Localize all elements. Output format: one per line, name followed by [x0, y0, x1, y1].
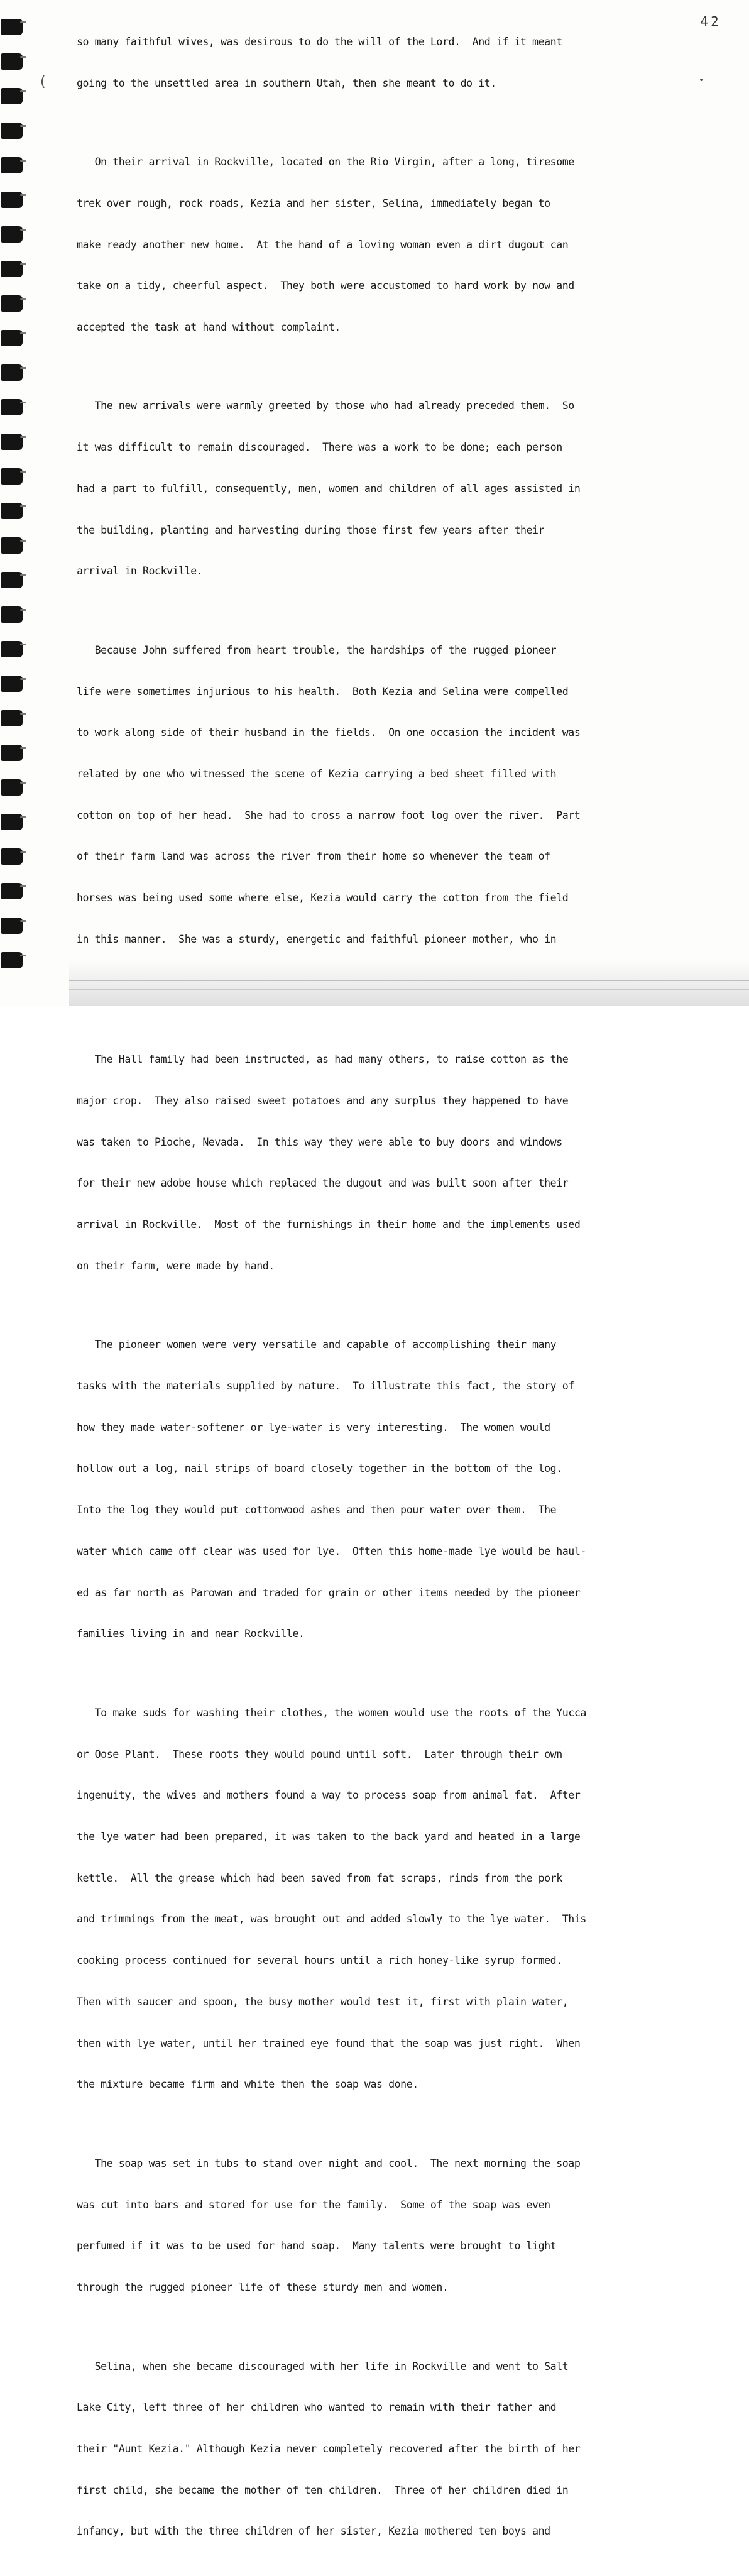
text-line: of their farm land was across the river from their home so whenever the team of [77, 850, 550, 863]
text-line: was cut into bars and stored for use for the family. Some of the soap was even [77, 2198, 550, 2211]
text-line: how they made water-softener or lye-water is very interesting. The women would [77, 1421, 550, 1433]
text-line: Selina, when she became discouraged with her life in Rockville and went to Salt [77, 2360, 569, 2372]
text-line: then with lye water, until her trained eye found that the soap was just right. When [77, 2037, 581, 2049]
text-line: families living in and near Rockville. [77, 1628, 305, 1640]
text-line: in this manner. She was a sturdy, energetic and faithful pioneer mother, who in [77, 933, 557, 945]
binding-ring [1, 503, 23, 519]
binding-ring [1, 295, 23, 312]
text-line: so many faithful wives, was desirous to do the will of the Lord. And if it meant [77, 35, 562, 48]
binding-ring [1, 330, 23, 346]
text-line: infancy, but with the three children of her sister, Kezia mothered ten boys and [77, 2525, 550, 2538]
binding-ring [1, 606, 23, 623]
text-line: the lye water had been prepared, it was taken to the back yard and heated in a large [77, 1831, 581, 1843]
text-line: The Hall family had been instructed, as had many others, to raise cotton as the [77, 1053, 569, 1066]
binding-ring [1, 918, 23, 934]
text-line: Into the log they would put cottonwood ashes and then pour water over them. The [77, 1504, 557, 1516]
binding-ring [1, 261, 23, 277]
binding-ring [1, 814, 23, 830]
text-line: cotton on top of her head. She had to cross a narrow foot log over the river. Part [77, 809, 581, 821]
text-line: make ready another new home. At the hand of a loving woman even a dirt dugout can [77, 238, 569, 251]
paragraph [77, 128, 689, 361]
text-line: trek over rough, rock roads, Kezia and her sister, Selina, immediately began to [77, 197, 550, 209]
text-line: To make suds for washing their clothes, the women would use the roots of the Yucca [77, 1706, 586, 1719]
text-line: Because John suffered from heart trouble, the hardships of the rugged pioneer [77, 644, 557, 656]
text-line: was taken to Pioche, Nevada. In this way they were able to buy doors and windows [77, 1136, 562, 1148]
text-line: arrival in Rockville. Most of the furnishings in their home and the implements used [77, 1219, 581, 1231]
text-line: On their arrival in Rockville, located on the Rio Virgin, after a long, tiresome [77, 156, 574, 168]
text-line: going to the unsettled area in southern Utah, then she meant to do it. [77, 77, 496, 89]
text-line: major crop. They also raised sweet potatoes and any surplus they happened to have [77, 1094, 569, 1107]
text-line: ingenuity, the wives and mothers found a way to process soap from animal fat. After [77, 1789, 581, 1802]
binding-ring [1, 537, 23, 554]
text-line: for their new adobe house which replaced the dugout and was built soon after their [77, 1177, 569, 1190]
text-line: The new arrivals were warmly greeted by those who had already preceded them. So [77, 400, 574, 412]
binding-ring [1, 53, 23, 70]
binding-ring [1, 192, 23, 208]
text-line: water which came off clear was used for lye. Often this home-made lye would be haul- [77, 1545, 586, 1557]
binding-ring [1, 399, 23, 415]
margin-mark: • [699, 75, 704, 85]
text-line: Then with saucer and spoon, the busy mother would test it, first with plain water, [77, 1995, 569, 2008]
text-line: horses was being used some where else, Kezia would carry the cotton from the field [77, 892, 569, 904]
text-line: The pioneer women were very versatile and capable of accomplishing their many [77, 1339, 557, 1351]
text-line: on their farm, were made by hand. [77, 1259, 275, 1272]
paragraph [77, 1025, 689, 1300]
binding-ring [1, 641, 23, 657]
paragraph [77, 372, 689, 606]
text-line: the mixture became firm and white then the soap was done. [77, 2078, 418, 2091]
page-number: 42 [700, 14, 721, 29]
text-line: ed as far north as Parowan and traded for grain or other items needed by the pioneer [77, 1586, 581, 1599]
binding-ring [1, 157, 23, 173]
text-line: first child, she became the mother of ten children. Three of her children died in [77, 2484, 569, 2496]
text-line: accepted the task at hand without complaint. [77, 321, 341, 333]
binding-ring [1, 468, 23, 485]
binding-ring [1, 745, 23, 761]
text-line: related by one who witnessed the scene of Kezia carrying a bed sheet filled with [77, 768, 557, 781]
binding-ring [1, 19, 23, 35]
paragraph [77, 616, 689, 1015]
binding-ring [1, 848, 23, 865]
text-line: it was difficult to remain discouraged. There was a work to be done; each person [77, 441, 562, 454]
margin-mark: ( [40, 74, 46, 90]
text-line: take on a tidy, cheerful aspect. They both were accustomed to hard work by now and [77, 280, 574, 292]
text-line: their "Aunt Kezia." Although Kezia never completely recovered after the birth of her [77, 2442, 581, 2455]
binding-ring [1, 779, 23, 796]
paragraph [77, 2129, 689, 2322]
binding-ring [1, 883, 23, 899]
paragraph [77, 1310, 689, 1669]
text-line: tasks with the materials supplied by nature. To illustrate this fact, the story of [77, 1380, 574, 1392]
text-line: and trimmings from the meat, was brought out and added slowly to the lye water. This [77, 1913, 586, 1926]
text-line: cooking process continued for several hours until a rich honey-like syrup formed. [77, 1954, 562, 1967]
text-line: The soap was set in tubs to stand over night and cool. The next morning the soap [77, 2157, 581, 2169]
binding-ring [1, 364, 23, 381]
text-line: Lake City, left three of her children who wanted to remain with their father and [77, 2401, 557, 2414]
text-line: had a part to fulfill, consequently, men, women and children of all ages assisted in [77, 482, 581, 495]
binding-ring [1, 123, 23, 139]
page-stack-edge [69, 960, 749, 1006]
text-line: through the rugged pioneer life of these sturdy men and women. [77, 2281, 449, 2293]
binding-spine [0, 0, 28, 1006]
text-line: kettle. All the grease which had been saved from fat scraps, rinds from the pork [77, 1872, 562, 1884]
binding-ring [1, 710, 23, 726]
text-line: or Oose Plant. These roots they would pound until soft. Later through their own [77, 1748, 562, 1760]
paragraph [77, 1679, 689, 2119]
text-line: arrival in Rockville. [77, 565, 203, 578]
binding-ring [1, 572, 23, 588]
document-body [77, 8, 689, 2576]
binding-ring [1, 676, 23, 692]
text-line: hollow out a log, nail strips of board closely together in the bottom of the log. [77, 1462, 562, 1475]
text-line: the building, planting and harvesting during those first few years after their [77, 523, 545, 536]
binding-ring [1, 952, 23, 968]
binding-ring [1, 226, 23, 243]
binding-ring [1, 88, 23, 104]
text-line: perfumed if it was to be used for hand soap. Many talents were brought to light [77, 2240, 557, 2252]
text-line: to work along side of their husband in the fields. On one occasion the incident was [77, 726, 581, 739]
paragraph [77, 2332, 689, 2566]
binding-ring [1, 434, 23, 450]
text-line: life were sometimes injurious to his health. Both Kezia and Selina were compelled [77, 685, 569, 698]
paragraph [77, 8, 689, 118]
